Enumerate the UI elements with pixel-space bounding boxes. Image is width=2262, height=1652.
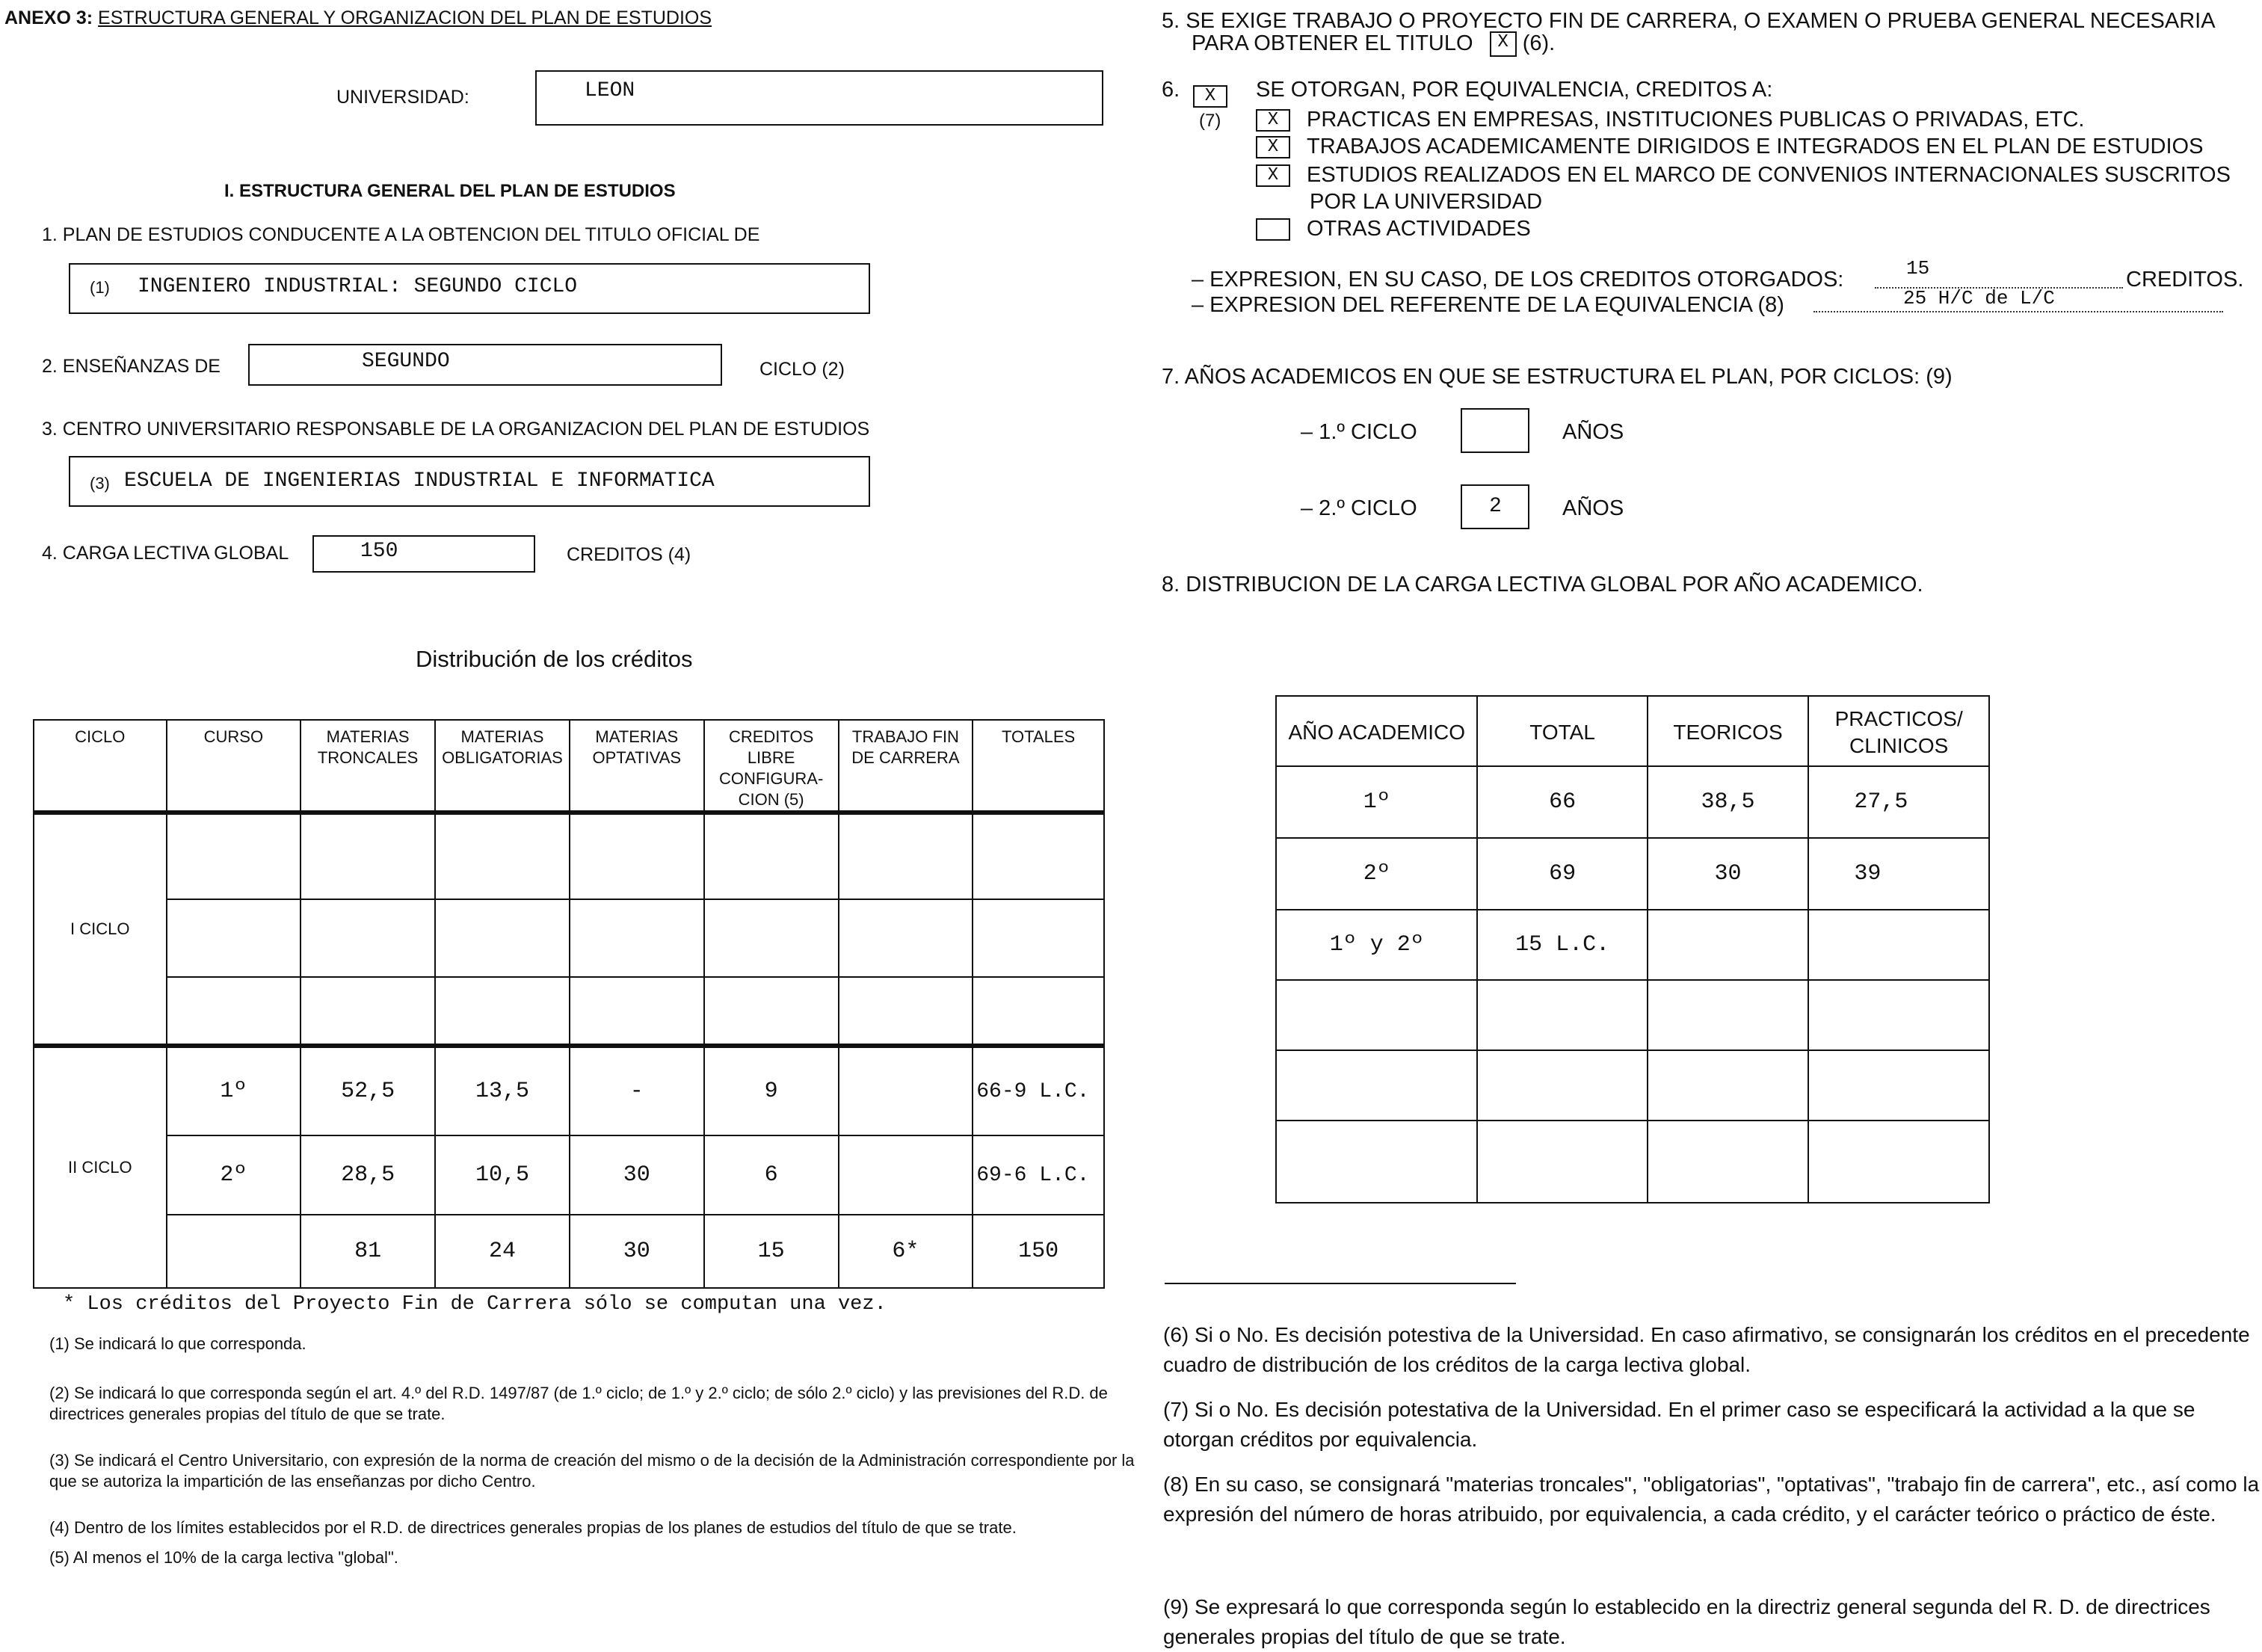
cell: 69-6 L.C. (973, 1135, 1104, 1215)
annex-prefix: ANEXO 3: (4, 7, 93, 28)
annex-heading (4, 7, 712, 29)
carga-field[interactable] (312, 535, 535, 573)
q2-label: 2. ENSEÑANZAS DE (42, 356, 221, 377)
q8-label: 8. DISTRIBUCION DE LA CARGA LECTIVA GLOBAL POR AÑO ACADEMICO. (1162, 573, 1923, 597)
footnote-4: (4) Dentro de los límites establecidos por el R.D. de directrices generales propias de los planes de estudios del título de que se trate. (49, 1518, 1017, 1537)
q7-c2-unit: AÑOS (1562, 496, 1624, 520)
table-row (1276, 1050, 1989, 1121)
q6-expr1-label: – EXPRESION, EN SU CASO, DE LOS CREDITOS OTORGADOS: (1192, 268, 1844, 292)
q1-label: 1. PLAN DE ESTUDIOS CONDUCENTE A LA OBTENCION DEL TITULO OFICIAL DE (42, 224, 760, 245)
footnote-7: (7) Si o No. Es decisión potestativa de la Universidad. En el primer caso se especificará la actividad a la que se otorgan créditos por equivalencia. (1163, 1398, 2195, 1451)
q6-option-2-text: TRABAJOS ACADEMICAMENTE DIRIGIDOS E INTEGRADOS EN EL PLAN DE ESTUDIOS (1307, 135, 2204, 158)
q7-c2-label: – 2.º CICLO (1301, 496, 1417, 520)
footnote-6: (6) Si o No. Es decisión potestiva de la Universidad. En caso afirmativo, se consignarán los créditos en el precedente cuadro de distribución de los créditos de la carga lectiva global. (1163, 1323, 2250, 1376)
table-header-row (1276, 696, 1989, 766)
th-teoricos: TEORICOS (1648, 696, 1809, 766)
q4-label: 4. CARGA LECTIVA GLOBAL (42, 543, 289, 564)
th-curso: CURSO (167, 720, 301, 813)
section-title: I. ESTRUCTURA GENERAL DEL PLAN DE ESTUDIOS (224, 181, 676, 201)
table-row (1276, 910, 1989, 980)
th-obligatorias: MATERIAS OBLIGATORIAS (435, 720, 570, 813)
footnote-divider (1165, 1283, 1516, 1284)
cell: 39 (1808, 838, 1989, 910)
universidad-field[interactable] (535, 70, 1103, 126)
footnote-5: (5) Al menos el 10% de la carga lectiva "global". (49, 1548, 398, 1567)
centro-value: ESCUELA DE INGENIERIAS INDUSTRIAL E INFORMATICA (124, 469, 715, 493)
cell (839, 1135, 973, 1215)
asterisk-note: * Los créditos del Proyecto Fin de Carrera sólo se computan una vez. (63, 1293, 887, 1316)
cell: 150 (973, 1215, 1104, 1288)
cell: 66-9 L.C. (973, 1046, 1104, 1135)
universidad-value: LEON (585, 79, 635, 102)
cell: 66 (1477, 766, 1647, 838)
q5-line2 (1192, 31, 1555, 57)
table-row (34, 899, 1104, 977)
q5-line1: 5. SE EXIGE TRABAJO O PROYECTO FIN DE CARRERA, O EXAMEN O PRUEBA GENERAL NECESARIA (1162, 9, 2216, 33)
q7-c1-unit: AÑOS (1562, 420, 1624, 444)
titulo-value: INGENIERO INDUSTRIAL: SEGUNDO CICLO (138, 275, 578, 298)
table-header-row (34, 720, 1104, 813)
q4-suffix: CREDITOS (4) (567, 544, 691, 565)
cell: 6* (839, 1215, 973, 1288)
q6-expr2-value: 25 H/C de L/C (1903, 287, 2055, 309)
q6-option-2-checkbox[interactable]: X (1256, 136, 1290, 158)
th-ciclo: CICLO (34, 720, 167, 813)
cell: 30 (1648, 838, 1809, 910)
annex-title: ESTRUCTURA GENERAL Y ORGANIZACION DEL PLAN DE ESTUDIOS (98, 7, 712, 28)
table-row (34, 1135, 1104, 1215)
cell (1808, 910, 1989, 980)
footnote-3: (3) Se indicará el Centro Universitario, con expresión de la norma de creación del mismo o de la decisión de la Administración correspondiente por la que se autoriza la impartición de las enseñanzas por dicho Centro. (49, 1451, 1135, 1491)
q6-option-2 (1256, 135, 2203, 159)
q7-c1-label: – 1.º CICLO (1301, 420, 1417, 444)
table-row (34, 1046, 1104, 1135)
table-row (1276, 1121, 1989, 1203)
cell: 24 (435, 1215, 570, 1288)
cell (167, 1215, 301, 1288)
q3-label: 3. CENTRO UNIVERSITARIO RESPONSABLE DE LA ORGANIZACION DEL PLAN DE ESTUDIOS (42, 419, 870, 440)
cell: 10,5 (435, 1135, 570, 1215)
q6-num: 6. (1162, 78, 1180, 102)
cell: 27,5 (1808, 766, 1989, 838)
q6-option-1 (1256, 108, 2084, 132)
cell: 9 (704, 1046, 839, 1135)
universidad-label: UNIVERSIDAD: (336, 87, 469, 108)
q2-suffix: CICLO (2) (759, 359, 845, 380)
q3-mark: (3) (90, 474, 110, 493)
cell: 1º (167, 1046, 301, 1135)
footnote-9: (9) Se expresará lo que corresponda según lo establecido en la directriz general segunda del R. D. de directrices generales propias del título de que se trate. (1163, 1595, 2210, 1648)
dist-title: Distribución de los créditos (416, 646, 693, 672)
footnote-8: (8) En su caso, se consignará "materias troncales", "obligatorias", "optativas", "trabajo fin de carrera", etc., así como la expresión del número de horas atribuido, por equivalencia, a cada crédito, y el carácter teórico o práctico de éste. (1163, 1473, 2260, 1526)
titulo-field[interactable] (69, 263, 870, 314)
cell: 30 (570, 1215, 704, 1288)
ensenanzas-value: SEGUNDO (362, 350, 450, 373)
q6-option-4-checkbox[interactable] (1256, 218, 1290, 241)
q5-checkbox[interactable]: X (1490, 31, 1517, 57)
carga-table (1275, 695, 1990, 1203)
q6-option-3-cont: POR LA UNIVERSIDAD (1310, 190, 1543, 214)
q6-option-1-checkbox[interactable]: X (1256, 109, 1290, 132)
cell: 2º (167, 1135, 301, 1215)
q1-mark: (1) (90, 278, 110, 297)
cell (1648, 910, 1809, 980)
th-practicos: PRACTICOS/ CLINICOS (1808, 696, 1989, 766)
cell: 30 (570, 1135, 704, 1215)
cell (839, 1046, 973, 1135)
table-row (1276, 838, 1989, 910)
q6-option-3-checkbox[interactable]: X (1256, 164, 1290, 187)
cell: 28,5 (301, 1135, 435, 1215)
table-row (34, 813, 1104, 899)
q5-line2-text: PARA OBTENER EL TITULO (1192, 31, 1473, 55)
cell: 13,5 (435, 1046, 570, 1135)
cell: 1º y 2º (1276, 910, 1477, 980)
creditos-table (33, 719, 1105, 1289)
q6-label: SE OTORGAN, POR EQUIVALENCIA, CREDITOS A: (1256, 78, 1773, 102)
q6-main-checkbox[interactable]: X (1193, 85, 1227, 108)
cell: 6 (704, 1135, 839, 1215)
q6-option-3-text: ESTUDIOS REALIZADOS EN EL MARCO DE CONVENIOS INTERNACIONALES SUSCRITOS (1307, 163, 2231, 187)
cell: 15 (704, 1215, 839, 1288)
cell: 2º (1276, 838, 1477, 910)
q6-expr2-line (1813, 311, 2223, 312)
th-libre: CREDITOS LIBRE CONFIGURA- CION (5) (704, 720, 839, 813)
carga-value: 150 (360, 540, 398, 563)
q6-mark: (7) (1199, 111, 1221, 131)
th-ano: AÑO ACADEMICO (1276, 696, 1477, 766)
cell: 69 (1477, 838, 1647, 910)
q7-c1-field[interactable] (1461, 408, 1529, 453)
footnote-2: (2) Se indicará lo que corresponda según el art. 4.º del R.D. 1497/87 (de 1.º ciclo; de 1.º y 2.º ciclo; de sólo 2.º ciclo) y las previsiones del R.D. de directrices generales propias del título de que se trate. (49, 1384, 1108, 1423)
cell: - (570, 1046, 704, 1135)
cell: 38,5 (1648, 766, 1809, 838)
q6-expr2-label: – EXPRESION DEL REFERENTE DE LA EQUIVALENCIA (8) (1192, 293, 1784, 317)
ciclo-2-cell: II CICLO (34, 1046, 167, 1288)
ensenanzas-field[interactable] (248, 344, 722, 386)
cell: 81 (301, 1215, 435, 1288)
th-total: TOTAL (1477, 696, 1647, 766)
q7-c2-field[interactable] (1461, 484, 1529, 529)
table-row (1276, 980, 1989, 1050)
q7-label: 7. AÑOS ACADEMICOS EN QUE SE ESTRUCTURA EL PLAN, POR CICLOS: (9) (1162, 365, 1953, 389)
cell: 15 L.C. (1477, 910, 1647, 980)
q6-expr1-suffix: CREDITOS. (2126, 268, 2244, 292)
cell: 1º (1276, 766, 1477, 838)
q7-c2-value: 2 (1489, 495, 1502, 518)
th-totales: TOTALES (973, 720, 1104, 813)
th-trabajo: TRABAJO FIN DE CARRERA (839, 720, 973, 813)
table-row (34, 977, 1104, 1046)
q6-option-4 (1256, 217, 1531, 241)
table-row (1276, 766, 1989, 838)
th-troncales: MATERIAS TRONCALES (301, 720, 435, 813)
q5-mark: (6). (1522, 31, 1556, 55)
footnote-1: (1) Se indicará lo que corresponda. (49, 1334, 306, 1353)
centro-field[interactable] (69, 456, 870, 507)
q6-option-3 (1256, 163, 2231, 188)
th-optativas: MATERIAS OPTATIVAS (570, 720, 704, 813)
q6-option-4-text: OTRAS ACTIVIDADES (1307, 217, 1531, 241)
q6-expr1-value: 15 (1906, 257, 1930, 280)
table-row (34, 1215, 1104, 1288)
ciclo-1-cell: I CICLO (34, 813, 167, 1046)
q6-option-1-text: PRACTICAS EN EMPRESAS, INSTITUCIONES PUBLICAS O PRIVADAS, ETC. (1307, 108, 2085, 132)
cell: 52,5 (301, 1046, 435, 1135)
